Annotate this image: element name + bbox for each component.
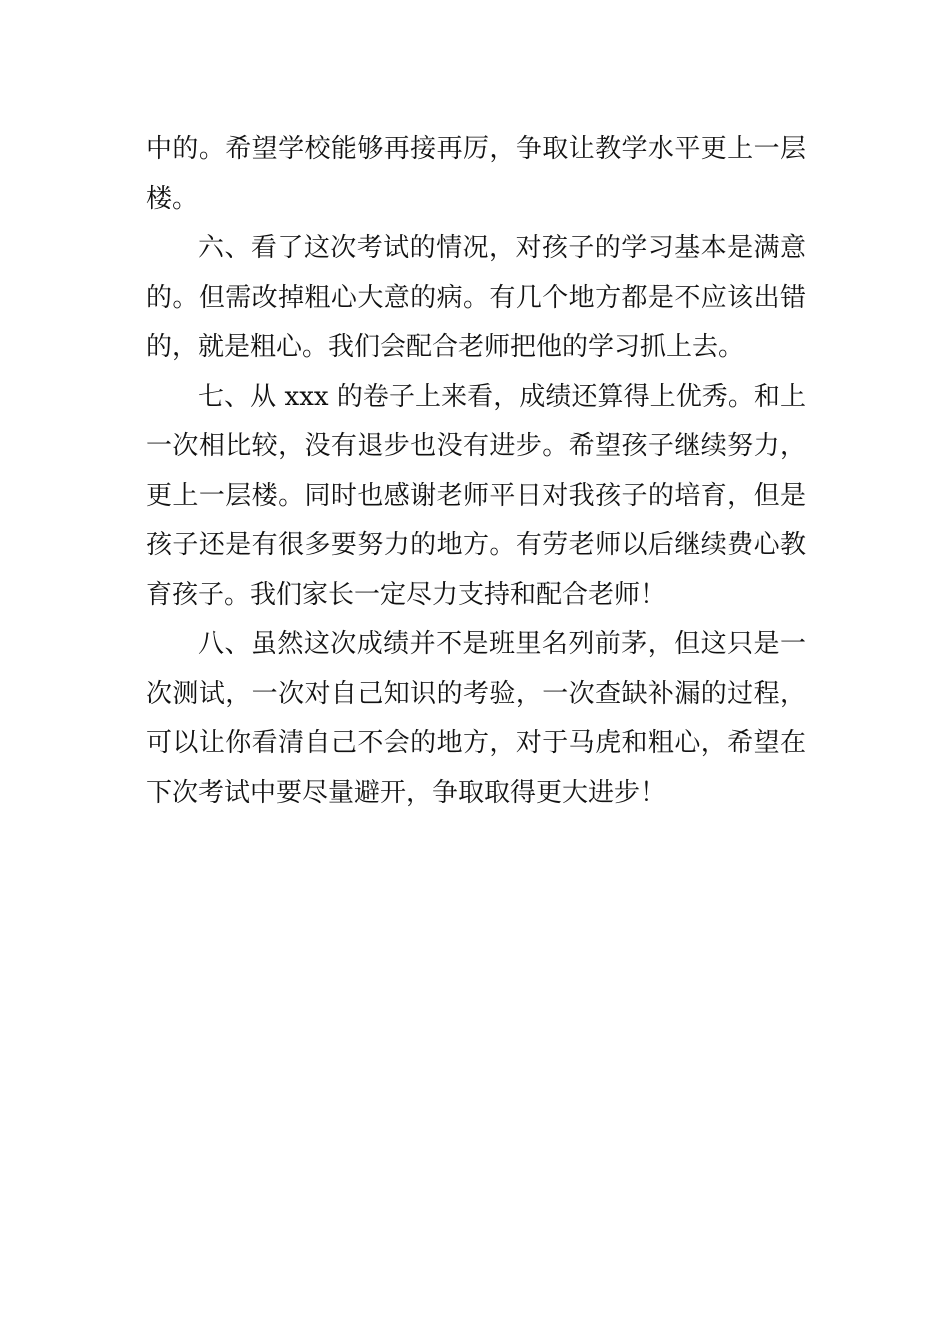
paragraph-six: 六、看了这次考试的情况，对孩子的学习基本是满意的。但需改掉粗心大意的病。有几个地方都是不应该出错的，就是粗心。我们会配合老师把他的学习抓上去。 — [146, 233, 806, 362]
paragraph-continuation: 中的。希望学校能够再接再厉，争取让教学水平更上一层楼。 — [146, 134, 806, 214]
paragraph-eight: 八、虽然这次成绩并不是班里名列前茅，但这只是一次测试，一次对自己知识的考验，一次查缺补漏的过程，可以让你看清自己不会的地方，对于马虎和粗心，希望在下次考试中要尽量避开，争取取得更大进步！ — [146, 629, 806, 808]
document-body — [146, 125, 806, 818]
paragraph-seven: 七、从 xxx 的卷子上来看，成绩还算得上优秀。和上一次相比较，没有退步也没有进步。希望孩子继续努力，更上一层楼。同时也感谢老师平日对我孩子的培育，但是孩子还是有很多要努力的地方。有劳老师以后继续费心教育孩子。我们家长一定尽力支持和配合老师！ — [146, 381, 806, 610]
